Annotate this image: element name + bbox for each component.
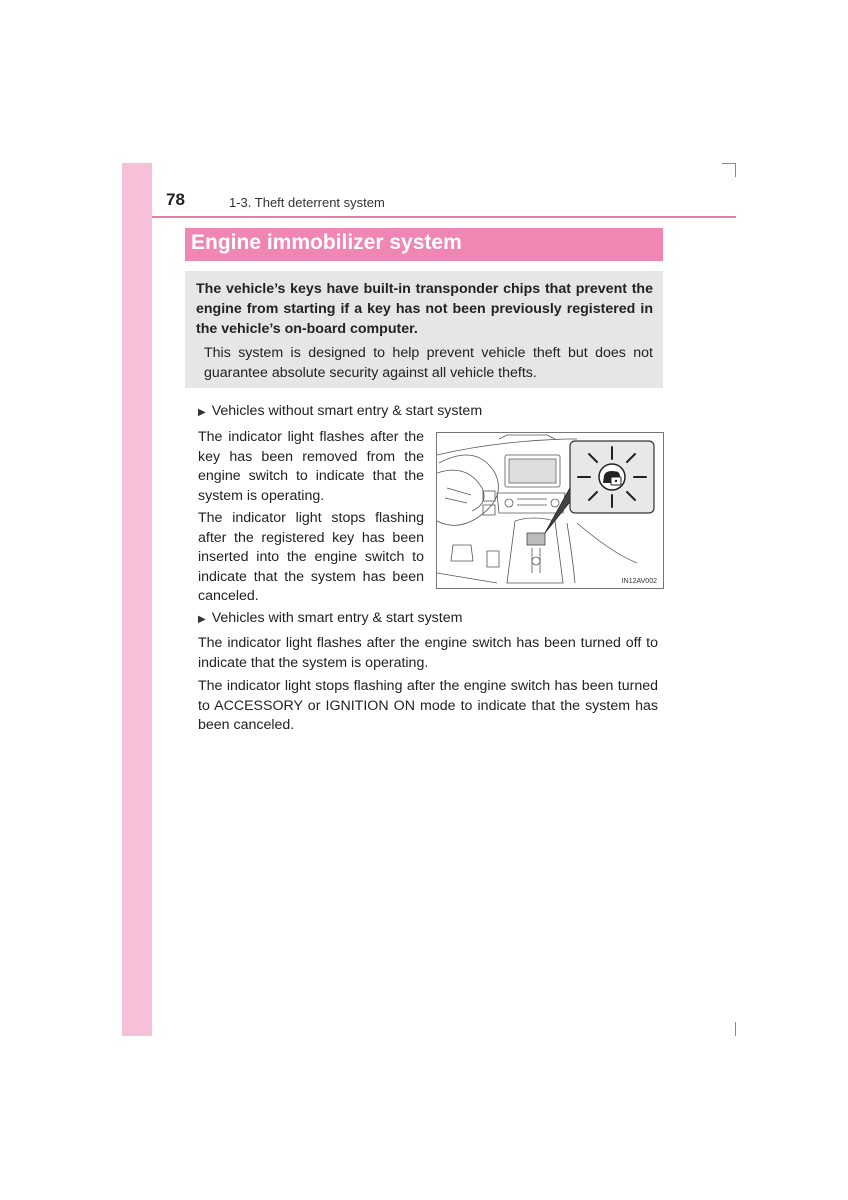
with-smart-paragraph-1: The indicator light flashes after the engine switch has been turned off to indicate that the system is operating. (198, 635, 658, 671)
chapter-side-tab (122, 163, 152, 1036)
section-reference: 1-3. Theft deterrent system (229, 195, 385, 210)
car-lock-icon (603, 471, 621, 485)
heading-without-smart-entry-text: Vehicles without smart entry & start system (211, 403, 483, 419)
summary-bold-text: The vehicle’s keys have built-in transponder chips that prevent the engine from starting if a key has not been previously registered in the vehicle’s on-board computer. (196, 281, 653, 337)
crop-mark-bottom-right (735, 1022, 736, 1036)
without-smart-paragraph-2: The indicator light stops flashing after the registered key has been inserted into the engine switch to indicate that the system has been canceled. (198, 510, 424, 604)
triangle-bullet-icon: ▶ (198, 407, 206, 418)
figure-caption: IN12AV002 (621, 578, 657, 585)
summary-note: This system is designed to help prevent vehicle theft but does not guarantee absolute security against all vehicle thefts. (204, 345, 653, 381)
page-number: 78 (166, 190, 185, 209)
heading-with-smart-entry-text: Vehicles with smart entry & start system (211, 610, 463, 626)
section-title: Engine immobilizer system (191, 231, 462, 254)
with-smart-paragraph-2: The indicator light stops flashing after the engine switch has been turned to ACCESSORY or IGNITION ON mode to indicate that the system has been canceled. (198, 678, 658, 733)
triangle-bullet-icon: ▶ (198, 614, 206, 625)
crop-mark-top-right-vertical (735, 163, 736, 177)
without-smart-paragraph-1: The indicator light flashes after the key has been removed from the engine switch to indicate that the system is operating. (198, 429, 424, 504)
dashboard-drawing (437, 433, 663, 588)
heading-without-smart-entry (198, 403, 482, 419)
header-divider (152, 216, 736, 218)
dashboard-illustration (436, 432, 664, 589)
crop-mark-top-right (722, 163, 736, 164)
heading-with-smart-entry (198, 610, 462, 626)
